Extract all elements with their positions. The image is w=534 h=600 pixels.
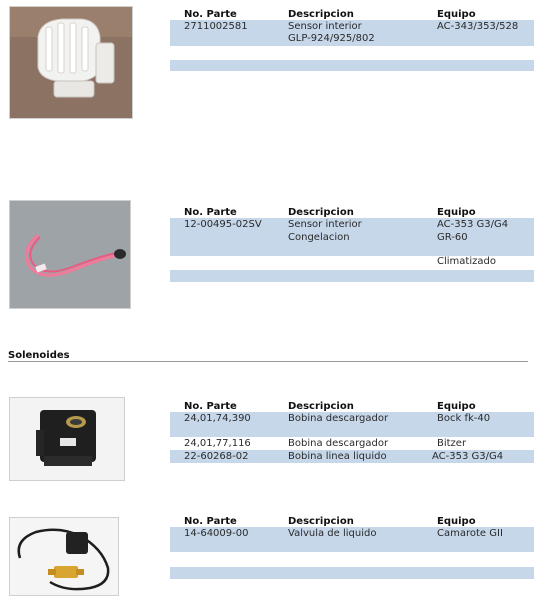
table-row — [170, 527, 534, 552]
part-number: 24,01,77,116 — [184, 438, 251, 449]
part-number: 24,01,74,390 — [184, 413, 251, 424]
header-parte: No. Parte — [184, 516, 237, 527]
equipment: Camarote GII — [437, 528, 503, 539]
header-descripcion: Descripcion — [288, 207, 354, 218]
description: Valvula de liquido — [288, 528, 377, 539]
header-descripcion: Descripcion — [288, 9, 354, 20]
white-sensor-image — [10, 7, 132, 118]
parts-table-1 — [170, 9, 534, 46]
equipment: Bitzer — [437, 438, 467, 449]
part-number: 14-64009-00 — [184, 528, 249, 539]
header-equipo: Equipo — [437, 516, 476, 527]
equipment: Bock fk-40 — [437, 413, 491, 424]
equipment: Climatizado — [437, 256, 496, 267]
header-descripcion: Descripcion — [288, 516, 354, 527]
table-header — [170, 401, 534, 412]
table-row-continuation — [170, 256, 534, 268]
description-line: Sensor interior — [288, 219, 362, 230]
section-divider — [8, 361, 528, 362]
table-header — [170, 516, 534, 527]
product-photo-valve — [9, 517, 119, 596]
parts-table-3 — [170, 401, 534, 463]
header-parte: No. Parte — [184, 9, 237, 20]
table-header — [170, 207, 534, 218]
table-row — [170, 218, 534, 256]
header-descripcion: Descripcion — [288, 401, 354, 412]
equipment: AC-353 G3/G4 — [432, 451, 504, 462]
spacer-band — [170, 270, 534, 282]
spacer-band — [170, 567, 534, 579]
table-row — [170, 412, 534, 437]
description: Bobina descargador — [288, 438, 389, 449]
description: Bobina descargador — [288, 413, 389, 424]
table-row — [170, 437, 534, 450]
description-line: Sensor interior — [288, 21, 362, 32]
equipment: GR-60 — [437, 232, 468, 243]
product-photo-coil — [9, 397, 125, 481]
description-line: Congelacion — [288, 232, 350, 243]
equipment: AC-343/353/528 — [437, 21, 519, 32]
part-number: 2711002581 — [184, 21, 248, 32]
header-equipo: Equipo — [437, 9, 476, 20]
header-parte: No. Parte — [184, 207, 237, 218]
part-number: 22-60268-02 — [184, 451, 249, 462]
spacer-band — [170, 60, 534, 71]
product-photo-sensor — [9, 6, 133, 119]
section-title: Solenoides — [8, 350, 70, 361]
header-parte: No. Parte — [184, 401, 237, 412]
equipment: AC-353 G3/G4 — [437, 219, 509, 230]
table-row — [170, 20, 534, 46]
header-equipo: Equipo — [437, 401, 476, 412]
description: Bobina linea liquido — [288, 451, 387, 462]
parts-table-2 — [170, 207, 534, 268]
parts-table-4 — [170, 516, 534, 552]
valve-cable-image — [10, 518, 118, 595]
pink-probe-image — [10, 201, 130, 308]
description-line: GLP-924/925/802 — [288, 33, 375, 44]
table-row — [170, 450, 534, 463]
header-equipo: Equipo — [437, 207, 476, 218]
solenoid-coil-image — [10, 398, 124, 480]
part-number: 12-00495-02SV — [184, 219, 262, 230]
table-header — [170, 9, 534, 20]
product-photo-probe — [9, 200, 131, 309]
